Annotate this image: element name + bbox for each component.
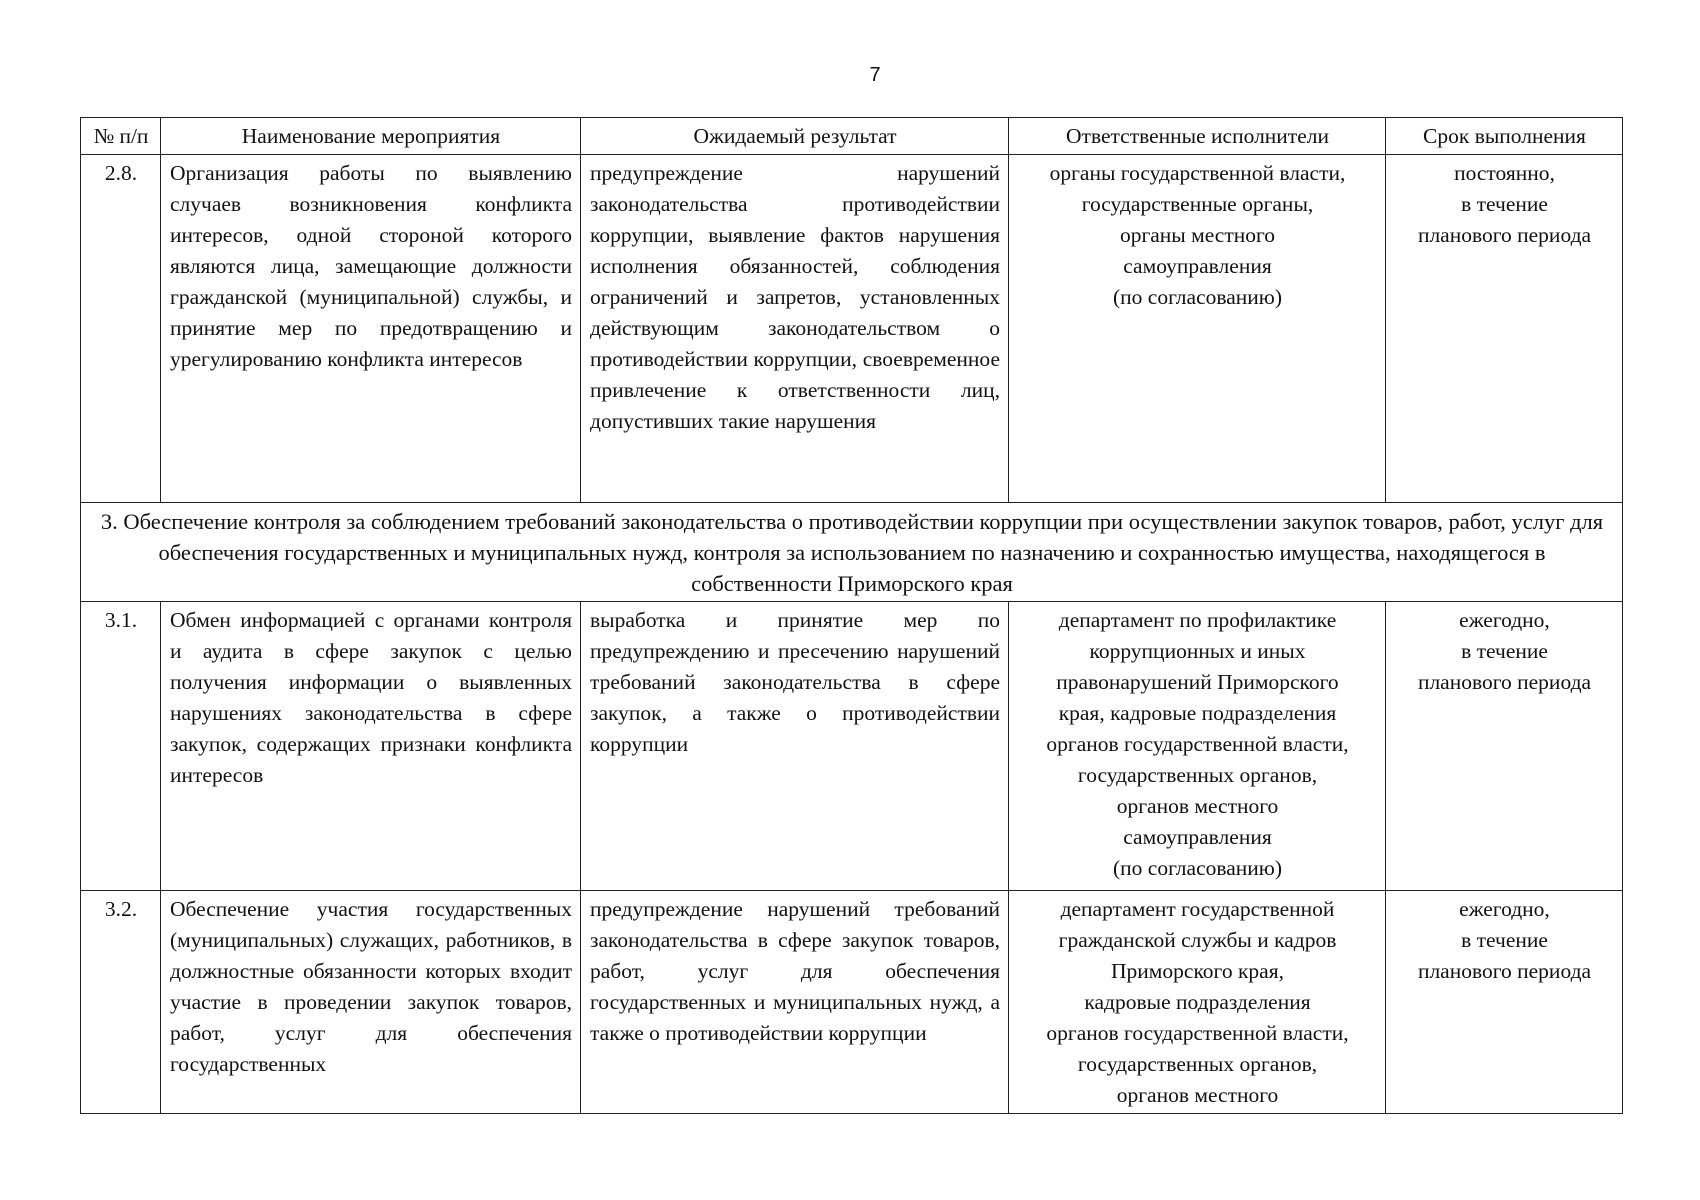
responsible-line: департамент государственной — [1060, 897, 1335, 921]
row-activity-name: Организация работы по выявлению случаев возникновения конфликта интересов, одной стороной которого являются лица, замещающие должности гражданской (муниципальной) службы, и принятие мер по предотвращению и урегулированию конфликта интересов — [161, 155, 581, 503]
page-number: 7 — [869, 64, 881, 86]
responsible-line: гражданской службы и кадров — [1058, 928, 1337, 952]
responsible-line: самоуправления — [1123, 825, 1272, 849]
responsible-line: Приморского края, — [1111, 959, 1284, 983]
term-line: в течение — [1461, 192, 1548, 216]
header-term: Срок выполнения — [1386, 118, 1623, 155]
header-num: № п/п — [81, 118, 161, 155]
term-line: планового периода — [1417, 670, 1592, 694]
header-name: Наименование мероприятия — [161, 118, 581, 155]
row-term — [1386, 602, 1623, 891]
responsible-line: государственных органов, — [1077, 1052, 1318, 1076]
responsible-line: края, кадровые подразделения — [1058, 701, 1337, 725]
row-number: 3.1. — [81, 602, 161, 891]
term-line: постоянно, — [1454, 161, 1555, 185]
row-responsible — [1009, 155, 1386, 503]
term-line: в течение — [1461, 928, 1548, 952]
responsible-line: органы местного — [1119, 223, 1276, 247]
row-term — [1386, 891, 1623, 1114]
term-line: планового периода — [1417, 223, 1592, 247]
term-line: в течение — [1461, 639, 1548, 663]
responsible-line: кадровые подразделения — [1084, 990, 1311, 1014]
responsible-line: (по согласованию) — [1112, 856, 1283, 880]
term-line: ежегодно, — [1459, 897, 1550, 921]
row-activity-name: Обеспечение участия государственных (муниципальных) служащих, работников, в должностные обязанности которых входит участие в проведении закупок товаров, работ, услуг для обеспечения государственных — [161, 891, 581, 1114]
header-responsible: Ответственные исполнители — [1009, 118, 1386, 155]
row-activity-name: Обмен информацией с органами контроля и аудита в сфере закупок с целью получения информации о выявленных нарушениях законодательства в сфере закупок, содержащих признаки конфликта интересов — [161, 602, 581, 891]
table-row — [81, 602, 1623, 891]
responsible-line: правонарушений Приморского — [1056, 670, 1339, 694]
table-row — [81, 891, 1623, 1114]
term-line: планового периода — [1417, 959, 1592, 983]
section-3-title: 3. Обеспечение контроля за соблюдением требований законодательства о противодействии коррупции при осуществлении закупок товаров, работ, услуг для обеспечения государственных и муниципальных нужд, контроля за использованием по назначению и сохранностью имущества, находящегося в собственности Приморского края — [81, 503, 1623, 602]
responsible-line: государственных органов, — [1077, 763, 1318, 787]
responsible-line: органов государственной власти, — [1046, 732, 1349, 756]
row-responsible — [1009, 891, 1386, 1114]
row-number: 3.2. — [81, 891, 161, 1114]
responsible-line: департамент по профилактике — [1058, 608, 1337, 632]
row-number: 2.8. — [81, 155, 161, 503]
header-result: Ожидаемый результат — [581, 118, 1009, 155]
section-header-row — [81, 503, 1623, 602]
responsible-line: органов местного — [1116, 794, 1279, 818]
row-expected-result: предупреждение нарушений требований законодательства в сфере закупок товаров, работ, услуг для обеспечения государственных и муниципальных нужд, а также о противодействии коррупции — [581, 891, 1009, 1114]
row-responsible — [1009, 602, 1386, 891]
row-term — [1386, 155, 1623, 503]
responsible-line: органов местного — [1116, 1083, 1279, 1107]
responsible-line: государственные органы, — [1081, 192, 1314, 216]
responsible-line: органы государственной власти, — [1049, 161, 1346, 185]
table-row — [81, 155, 1623, 503]
row-expected-result: предупреждение нарушений законодательства противодействии коррупции, выявление фактов нарушения исполнения обязанностей, соблюдения ограничений и запретов, установленных действующим законодательством о противодействии коррупции, своевременное привлечение к ответственности лиц, допустивших такие нарушения — [581, 155, 1009, 503]
row-expected-result: выработка и принятие мер по предупреждению и пресечению нарушений требований законодательства в сфере закупок, а также о противодействии коррупции — [581, 602, 1009, 891]
action-plan-table — [80, 117, 1623, 1114]
table-header-row — [81, 118, 1623, 155]
responsible-line: коррупционных и иных — [1089, 639, 1306, 663]
responsible-line: (по согласованию) — [1112, 285, 1283, 309]
responsible-line: самоуправления — [1123, 254, 1272, 278]
responsible-line: органов государственной власти, — [1046, 1021, 1349, 1045]
term-line: ежегодно, — [1459, 608, 1550, 632]
